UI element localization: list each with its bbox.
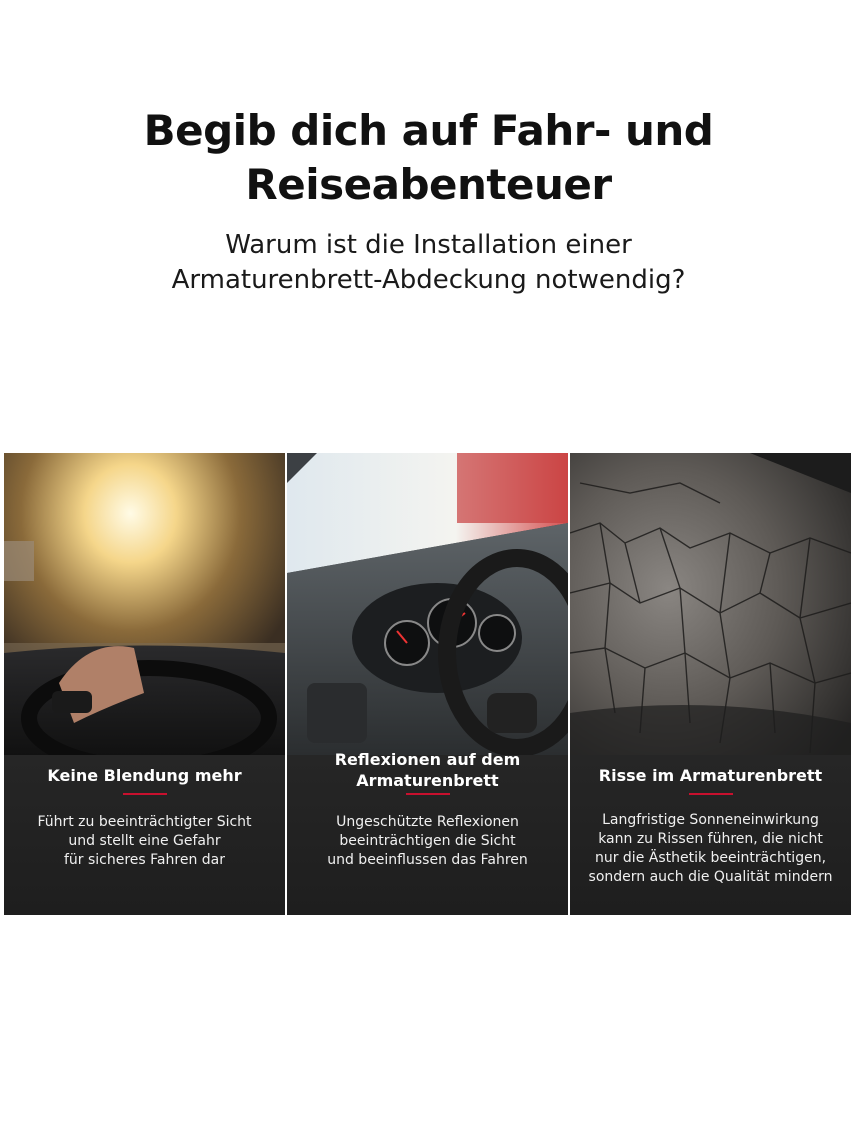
description-line: beeinträchtigen die Sicht (339, 833, 516, 849)
feature-panel-glare (4, 453, 285, 915)
feature-caption (287, 750, 568, 915)
feature-title: Risse im Armaturenbrett (598, 766, 823, 785)
page-title-line-1: Begib dich auf Fahr- und (143, 106, 714, 155)
feature-panel-reflection (287, 453, 568, 915)
cracked-dashboard-photo (570, 453, 851, 755)
page-subtitle-line-2: Armaturenbrett-Abdeckung notwendig? (171, 265, 686, 295)
description-line: Langfristige Sonneneinwirkung (602, 812, 819, 828)
page-title-line-2: Reiseabenteuer (245, 160, 612, 209)
feature-title-line: Reflexionen auf dem (334, 750, 521, 769)
feature-caption (4, 755, 285, 915)
description-line: für sicheres Fahren dar (63, 852, 225, 868)
page-subtitle (0, 228, 857, 298)
description-line: sondern auch die Qualität mindern (588, 869, 833, 885)
description-line: kann zu Rissen führen, die nicht (598, 831, 823, 847)
title-underline (123, 793, 167, 795)
feature-description (10, 813, 279, 870)
car-dashboard-reflection-photo (287, 453, 568, 755)
dashboard-reflection-image (287, 453, 568, 755)
title-underline (689, 793, 733, 795)
description-line: und stellt eine Gefahr (68, 833, 221, 849)
feature-panel-cracks (570, 453, 851, 915)
cracked-dashboard-image (570, 453, 851, 755)
description-line: Führt zu beeinträchtigter Sicht (37, 814, 252, 830)
feature-title: Keine Blendung mehr (47, 766, 242, 785)
description-line: und beeinflussen das Fahren (327, 852, 528, 868)
feature-panels (4, 453, 852, 915)
page-title (0, 104, 857, 212)
title-underline (406, 793, 450, 795)
sun-glare-driving-photo (4, 453, 285, 755)
feature-description (293, 813, 562, 870)
feature-description (576, 811, 845, 887)
description-line: Ungeschützte Reflexionen (336, 814, 519, 830)
feature-title-line: Armaturenbrett (356, 771, 499, 790)
sun-glare-image (4, 453, 285, 755)
page-subtitle-line-1: Warum ist die Installation einer (225, 230, 632, 260)
feature-title (295, 749, 560, 791)
feature-caption (570, 755, 851, 915)
description-line: nur die Ästhetik beeinträchtigen, (594, 850, 827, 866)
